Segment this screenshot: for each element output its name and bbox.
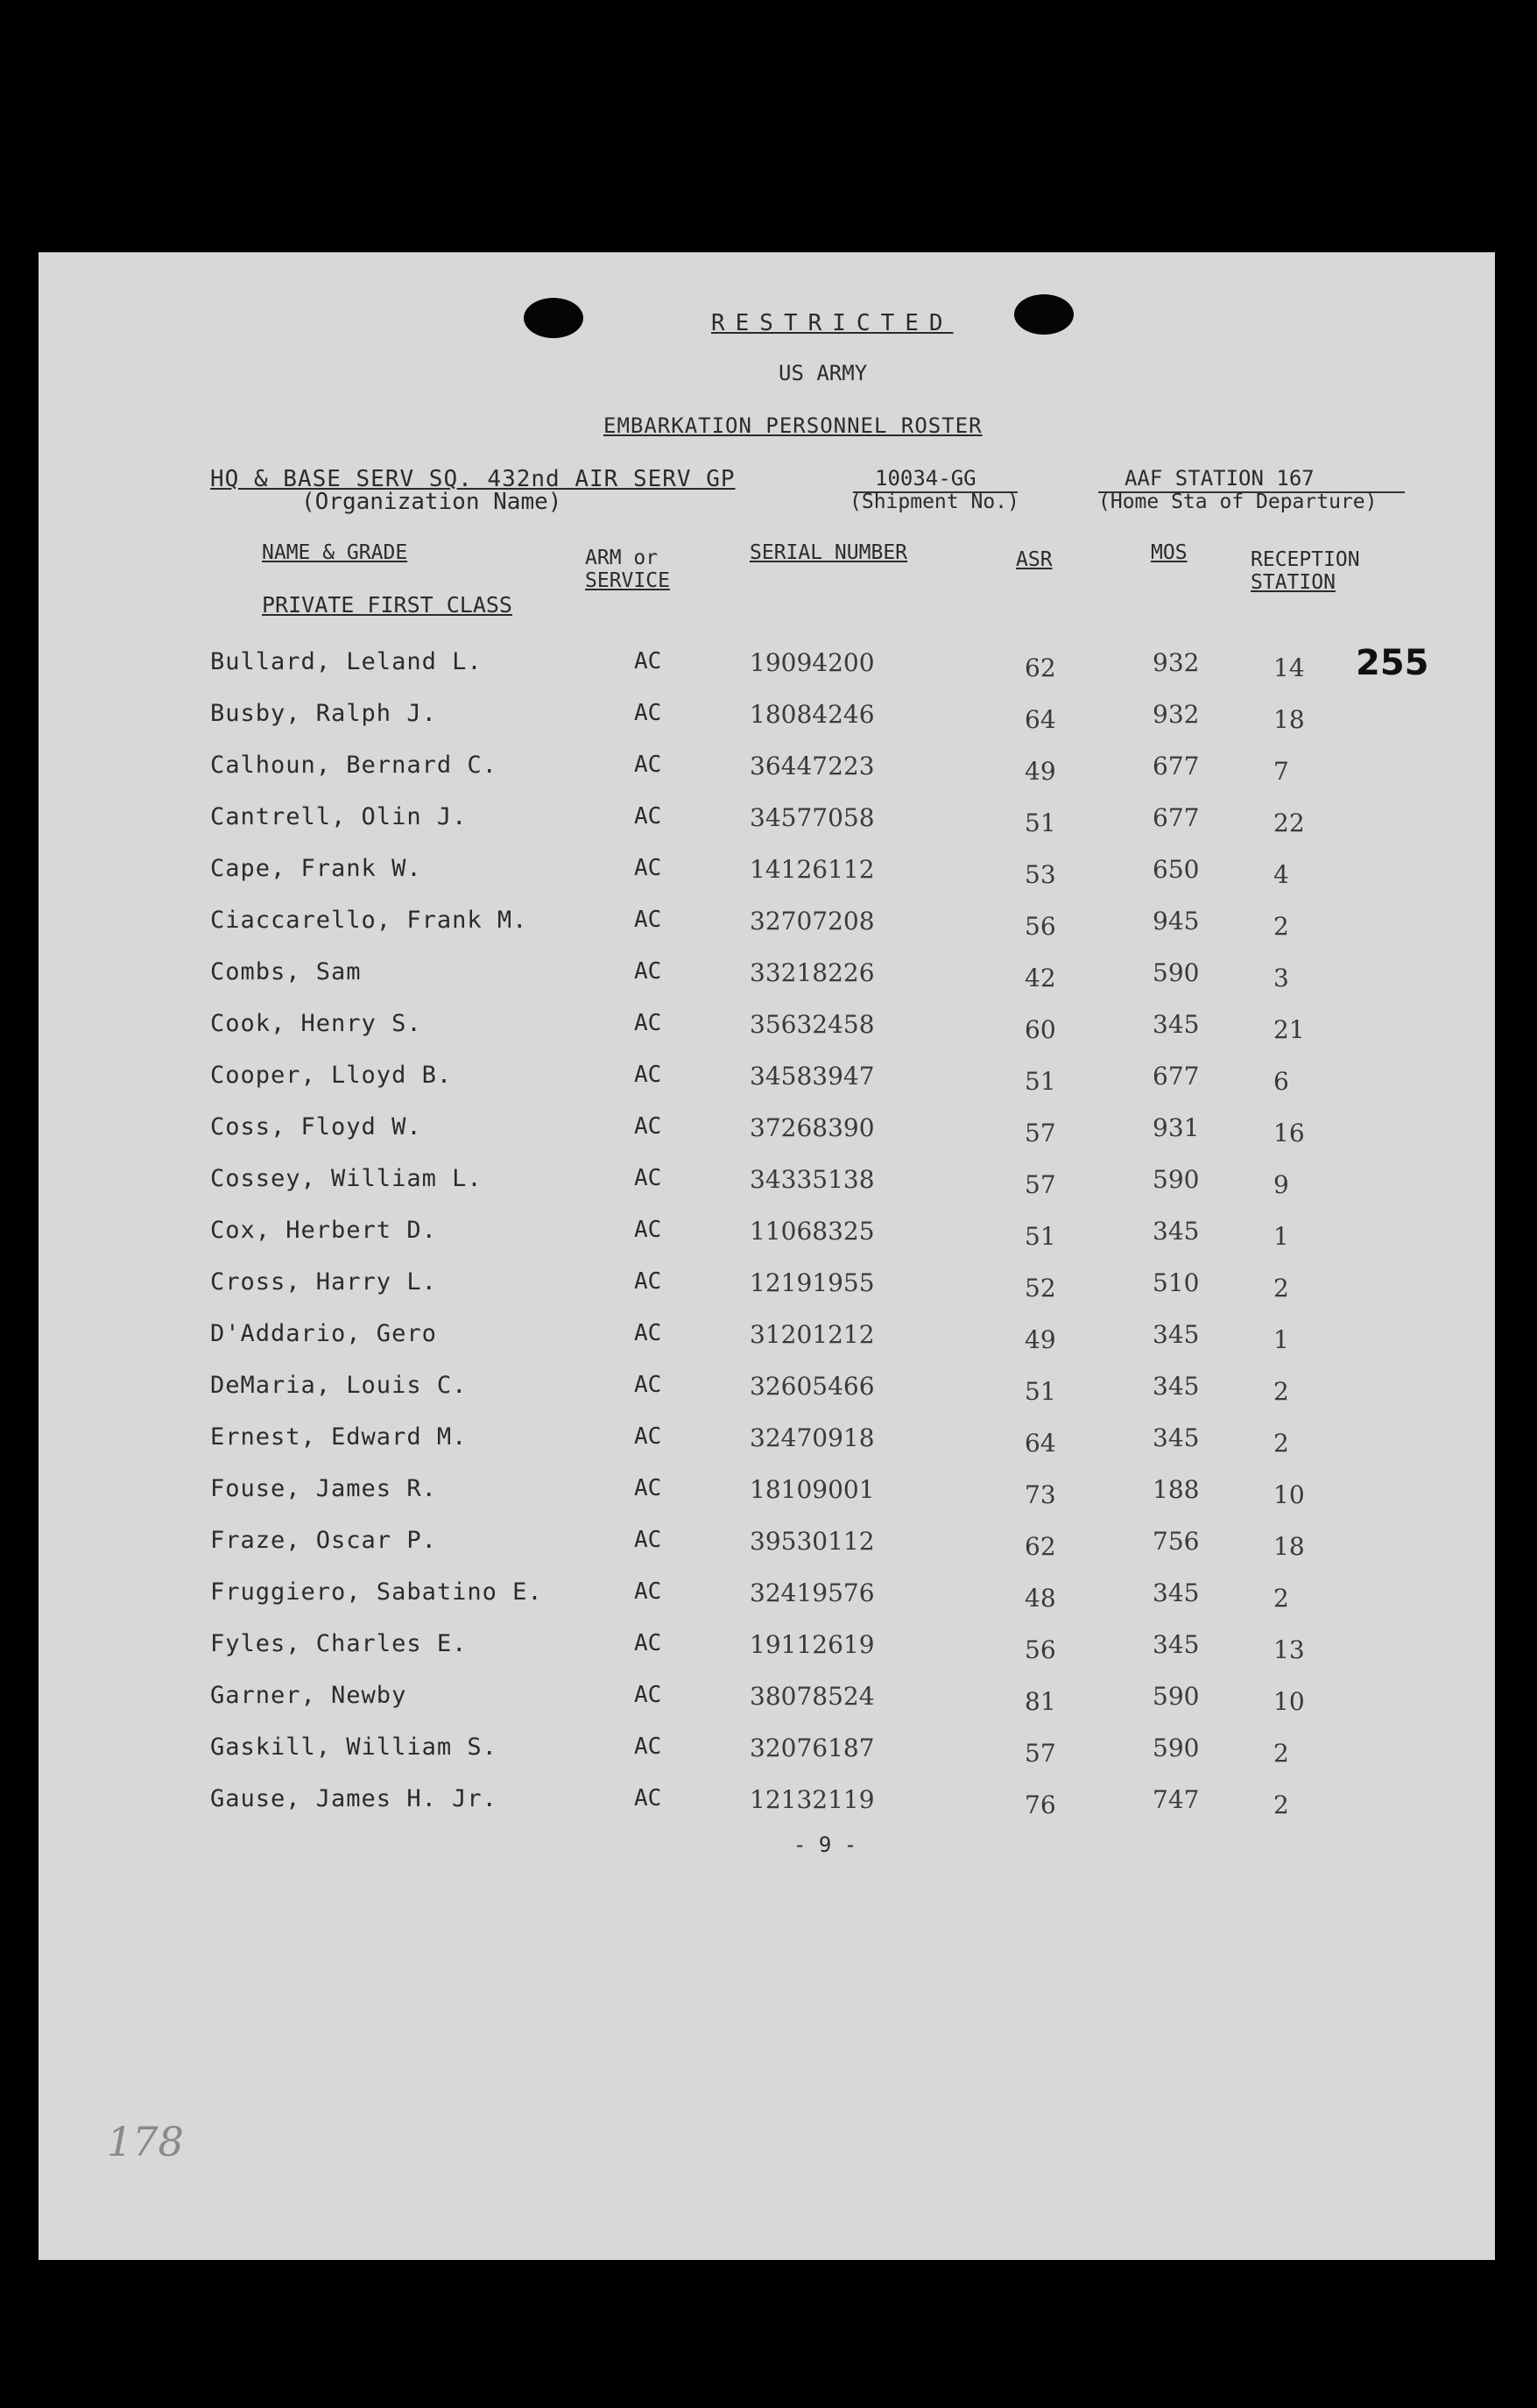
cell-asr: 57: [1025, 1119, 1056, 1148]
cell-rec: 22: [1273, 809, 1305, 837]
cell-rec: 2: [1273, 1274, 1289, 1303]
cell-arm: AC: [634, 803, 662, 830]
table-row: [39, 1372, 1495, 1407]
cell-serial: 38078524: [750, 1682, 875, 1711]
cell-asr: 60: [1025, 1015, 1056, 1044]
cell-name: Fruggiero, Sabatino E.: [210, 1578, 543, 1606]
cell-arm: AC: [634, 907, 662, 933]
table-row: [39, 1010, 1495, 1045]
cell-rec: 13: [1273, 1635, 1305, 1664]
cell-arm: AC: [634, 1320, 662, 1346]
cell-name: Gause, James H. Jr.: [210, 1785, 497, 1812]
column-header-station: STATION: [1251, 571, 1336, 594]
cell-serial: 32076187: [750, 1734, 875, 1762]
table-row: [39, 1734, 1495, 1769]
cell-name: Cooper, Lloyd B.: [210, 1062, 453, 1089]
cell-mos: 590: [1153, 1165, 1200, 1194]
cell-asr: 56: [1025, 1635, 1056, 1664]
table-row: [39, 1630, 1495, 1665]
cell-name: Ciaccarello, Frank M.: [210, 907, 528, 934]
cell-asr: 48: [1025, 1584, 1056, 1613]
cell-serial: 32707208: [750, 907, 875, 936]
cell-rec: 3: [1273, 964, 1289, 992]
cell-mos: 345: [1153, 1630, 1200, 1659]
cell-name: Bullard, Leland L.: [210, 648, 483, 675]
cell-arm: AC: [634, 1372, 662, 1398]
shipment-caption: (Shipment No.): [850, 491, 1019, 513]
agency-label: US ARMY: [779, 361, 868, 385]
cell-arm: AC: [634, 1682, 662, 1708]
cell-mos: 932: [1153, 648, 1200, 677]
column-header-reception: RECEPTION: [1251, 548, 1360, 571]
cell-name: Calhoun, Bernard C.: [210, 752, 497, 779]
cell-arm: AC: [634, 1527, 662, 1553]
table-row: [39, 1682, 1495, 1717]
cell-rec: 2: [1273, 1584, 1289, 1613]
cell-arm: AC: [634, 1113, 662, 1140]
cell-asr: 73: [1025, 1480, 1056, 1509]
cell-asr: 51: [1025, 1377, 1056, 1406]
table-row: [39, 1062, 1495, 1097]
cell-mos: 345: [1153, 1217, 1200, 1246]
table-row: [39, 1527, 1495, 1562]
cell-rec: 2: [1273, 1790, 1289, 1819]
cell-arm: AC: [634, 1010, 662, 1036]
cell-serial: 11068325: [750, 1217, 875, 1246]
shipment-number: 10034-GG: [875, 466, 976, 491]
cell-arm: AC: [634, 1217, 662, 1243]
cell-serial: 39530112: [750, 1527, 875, 1556]
cell-arm: AC: [634, 1578, 662, 1605]
cell-rec: 1: [1273, 1222, 1289, 1251]
cell-serial: 37268390: [750, 1113, 875, 1142]
column-header-service: SERVICE: [585, 569, 670, 592]
cell-mos: 945: [1153, 907, 1200, 936]
cell-asr: 51: [1025, 1067, 1056, 1096]
cell-mos: 345: [1153, 1578, 1200, 1607]
cell-name: Cantrell, Olin J.: [210, 803, 468, 830]
cell-asr: 49: [1025, 1325, 1056, 1354]
cell-name: Ernest, Edward M.: [210, 1423, 468, 1451]
cell-mos: 677: [1153, 803, 1200, 832]
cell-asr: 64: [1025, 1429, 1056, 1458]
cell-rec: 10: [1273, 1480, 1305, 1509]
organization-name: HQ & BASE SERV SQ. 432nd AIR SERV GP: [210, 466, 736, 492]
cell-mos: 345: [1153, 1423, 1200, 1452]
cell-rec: 2: [1273, 1429, 1289, 1458]
cell-name: DeMaria, Louis C.: [210, 1372, 468, 1399]
table-row: [39, 855, 1495, 890]
table-row: [39, 1785, 1495, 1820]
cell-asr: 57: [1025, 1170, 1056, 1199]
organization-caption: (Organization Name): [301, 489, 562, 515]
cell-asr: 42: [1025, 964, 1056, 992]
table-row: [39, 803, 1495, 838]
cell-rec: 1: [1273, 1325, 1289, 1354]
cell-mos: 188: [1153, 1475, 1200, 1504]
station-name: AAF STATION 167: [1125, 466, 1315, 491]
cell-serial: 19112619: [750, 1630, 875, 1659]
cell-asr: 51: [1025, 809, 1056, 837]
cell-mos: 590: [1153, 958, 1200, 987]
table-row: [39, 648, 1495, 683]
cell-rec: 14: [1273, 653, 1305, 682]
cell-mos: 650: [1153, 855, 1200, 884]
cell-mos: 756: [1153, 1527, 1200, 1556]
cell-mos: 345: [1153, 1372, 1200, 1401]
cell-serial: 34583947: [750, 1062, 875, 1091]
table-row: [39, 1475, 1495, 1510]
cell-serial: 32605466: [750, 1372, 875, 1401]
table-row: [39, 1268, 1495, 1303]
cell-rec: 18: [1273, 1532, 1305, 1561]
cell-asr: 56: [1025, 912, 1056, 941]
cell-rec: 2: [1273, 912, 1289, 941]
cell-arm: AC: [634, 648, 662, 674]
column-header-arm: ARM or: [585, 547, 659, 569]
table-row: [39, 1217, 1495, 1252]
document-page: [39, 252, 1495, 2260]
cell-asr: 57: [1025, 1739, 1056, 1768]
cell-rec: 9: [1273, 1170, 1289, 1199]
cell-name: Coss, Floyd W.: [210, 1113, 422, 1140]
cell-mos: 590: [1153, 1682, 1200, 1711]
grade-heading: PRIVATE FIRST CLASS: [262, 592, 512, 618]
page-number: - 9 -: [793, 1832, 857, 1857]
cell-serial: 12132119: [750, 1785, 875, 1814]
form-title: EMBARKATION PERSONNEL ROSTER: [603, 413, 983, 438]
cell-serial: 34335138: [750, 1165, 875, 1194]
cell-mos: 932: [1153, 700, 1200, 729]
table-row: [39, 1113, 1495, 1148]
cell-name: Combs, Sam: [210, 958, 362, 985]
cell-serial: 34577058: [750, 803, 875, 832]
cell-asr: 51: [1025, 1222, 1056, 1251]
cell-arm: AC: [634, 1785, 662, 1811]
cell-arm: AC: [634, 1423, 662, 1450]
cell-name: Fraze, Oscar P.: [210, 1527, 437, 1554]
column-header-mos: MOS: [1151, 541, 1188, 564]
cell-name: Cook, Henry S.: [210, 1010, 422, 1037]
cell-asr: 49: [1025, 757, 1056, 786]
cell-name: Cross, Harry L.: [210, 1268, 437, 1296]
cell-serial: 12191955: [750, 1268, 875, 1297]
cell-rec: 2: [1273, 1377, 1289, 1406]
cell-mos: 345: [1153, 1320, 1200, 1349]
cell-rec: 2: [1273, 1739, 1289, 1768]
classification-label: RESTRICTED: [711, 310, 954, 336]
cell-serial: 33218226: [750, 958, 875, 987]
cell-mos: 931: [1153, 1113, 1200, 1142]
table-row: [39, 1578, 1495, 1614]
table-row: [39, 752, 1495, 787]
cell-name: Garner, Newby: [210, 1682, 407, 1709]
cell-mos: 677: [1153, 752, 1200, 780]
cell-name: D'Addario, Gero: [210, 1320, 437, 1347]
cell-asr: 64: [1025, 705, 1056, 734]
cell-arm: AC: [634, 1475, 662, 1501]
cell-arm: AC: [634, 1165, 662, 1191]
cell-rec: 18: [1273, 705, 1305, 734]
cell-mos: 345: [1153, 1010, 1200, 1039]
cell-rec: 6: [1273, 1067, 1289, 1096]
cell-serial: 19094200: [750, 648, 875, 677]
cell-arm: AC: [634, 1062, 662, 1088]
punch-hole-right: [1014, 294, 1074, 335]
cell-name: Cossey, William L.: [210, 1165, 483, 1192]
column-header-name: NAME & GRADE: [262, 541, 408, 564]
cell-name: Fyles, Charles E.: [210, 1630, 468, 1657]
stamp-number: 255: [1356, 643, 1429, 683]
station-caption: (Home Sta of Departure): [1098, 491, 1378, 513]
table-row: [39, 700, 1495, 735]
cell-arm: AC: [634, 1630, 662, 1656]
cell-arm: AC: [634, 958, 662, 985]
punch-hole-left: [524, 298, 583, 338]
column-header-asr: ASR: [1016, 548, 1053, 571]
cell-serial: 14126112: [750, 855, 875, 884]
cell-serial: 32470918: [750, 1423, 875, 1452]
cell-arm: AC: [634, 1268, 662, 1295]
cell-serial: 31201212: [750, 1320, 875, 1349]
cell-asr: 76: [1025, 1790, 1056, 1819]
cell-arm: AC: [634, 855, 662, 881]
cell-asr: 81: [1025, 1687, 1056, 1716]
cell-asr: 52: [1025, 1274, 1056, 1303]
cell-asr: 62: [1025, 653, 1056, 682]
cell-name: Fouse, James R.: [210, 1475, 437, 1502]
cell-rec: 4: [1273, 860, 1289, 889]
cell-serial: 18109001: [750, 1475, 875, 1504]
cell-mos: 510: [1153, 1268, 1200, 1297]
pencil-annotation: 178: [107, 2118, 184, 2165]
cell-serial: 36447223: [750, 752, 875, 780]
cell-rec: 10: [1273, 1687, 1305, 1716]
cell-asr: 53: [1025, 860, 1056, 889]
cell-rec: 21: [1273, 1015, 1305, 1044]
cell-serial: 35632458: [750, 1010, 875, 1039]
cell-arm: AC: [634, 752, 662, 778]
table-row: [39, 958, 1495, 993]
cell-name: Cox, Herbert D.: [210, 1217, 437, 1244]
cell-serial: 18084246: [750, 700, 875, 729]
table-row: [39, 1165, 1495, 1200]
cell-mos: 747: [1153, 1785, 1200, 1814]
cell-name: Cape, Frank W.: [210, 855, 422, 882]
cell-arm: AC: [634, 1734, 662, 1760]
cell-asr: 62: [1025, 1532, 1056, 1561]
column-header-serial: SERIAL NUMBER: [750, 541, 908, 564]
cell-rec: 16: [1273, 1119, 1305, 1148]
cell-mos: 677: [1153, 1062, 1200, 1091]
table-row: [39, 1320, 1495, 1355]
cell-name: Gaskill, William S.: [210, 1734, 497, 1761]
cell-name: Busby, Ralph J.: [210, 700, 437, 727]
cell-arm: AC: [634, 700, 662, 726]
table-row: [39, 907, 1495, 942]
cell-rec: 7: [1273, 757, 1289, 786]
table-row: [39, 1423, 1495, 1458]
cell-mos: 590: [1153, 1734, 1200, 1762]
cell-serial: 32419576: [750, 1578, 875, 1607]
